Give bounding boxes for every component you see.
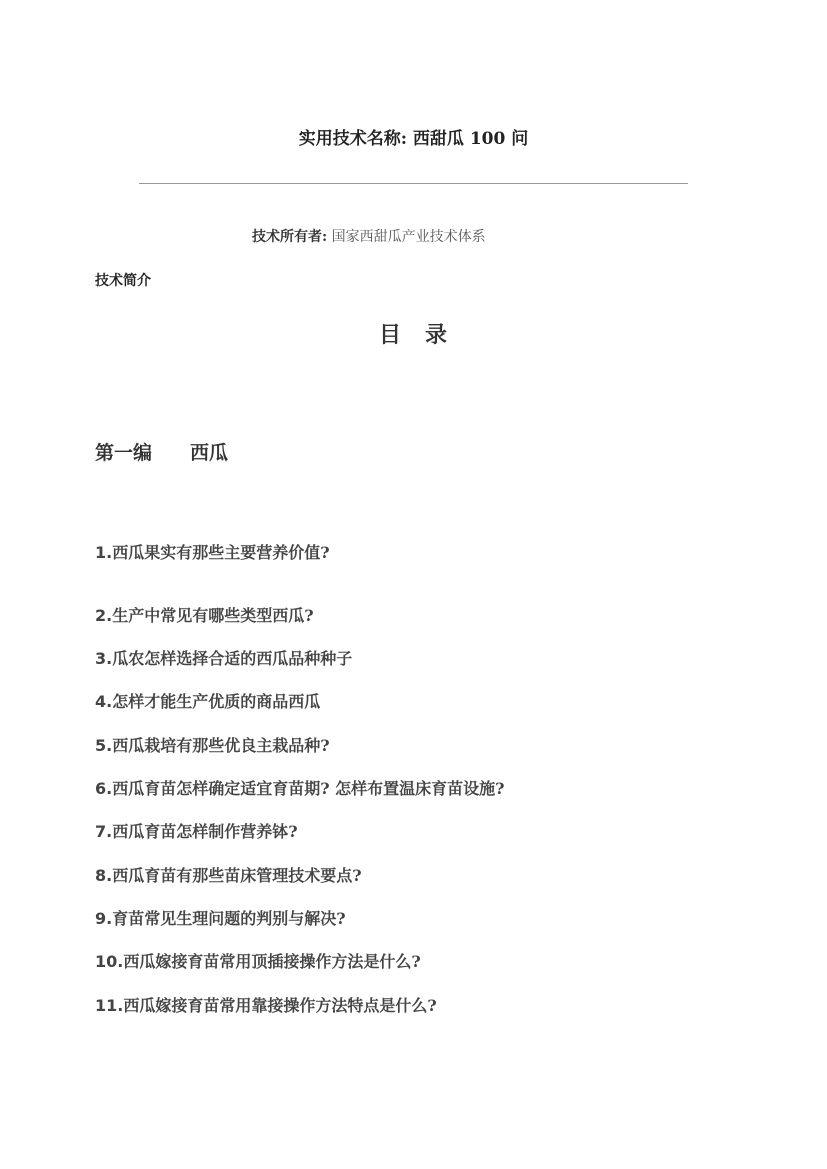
owner-label: 技术所有者: [252, 229, 328, 245]
toc-item[interactable] [95, 776, 505, 799]
toc-item-number: 10. [95, 952, 124, 971]
toc-item[interactable] [95, 949, 421, 972]
toc-item[interactable] [95, 819, 298, 842]
toc-item-text: 西瓜果实有那些主要营养价值? [112, 543, 330, 562]
toc-item[interactable] [95, 689, 320, 712]
toc-item-number: 5. [95, 736, 113, 755]
toc-item-text: 怎样才能生产优质的商品西瓜 [112, 692, 321, 711]
toc-item-number: 2. [95, 606, 113, 625]
toc-item[interactable] [95, 906, 346, 929]
toc-item-number: 3. [95, 649, 113, 668]
title-divider [139, 183, 688, 184]
toc-item-number: 1. [95, 543, 113, 562]
owner-line [252, 226, 486, 246]
intro-heading: 技术简介 [95, 273, 151, 289]
toc-item-text: 瓜农怎样选择合适的西瓜品种种子 [112, 649, 353, 668]
toc-item[interactable] [95, 603, 314, 626]
toc-heading: 目 录 [378, 322, 448, 348]
toc-item-number: 6. [95, 779, 113, 798]
toc-item-text: 西瓜育苗有那些苗床管理技术要点? [112, 866, 362, 885]
part-name: 西瓜 [190, 442, 229, 464]
toc-item-text: 西瓜育苗怎样确定适宜育苗期? 怎样布置温床育苗设施? [112, 779, 505, 798]
toc-item[interactable] [95, 540, 330, 563]
toc-item-number: 8. [95, 866, 113, 885]
toc-item[interactable] [95, 993, 437, 1016]
toc-item[interactable] [95, 646, 352, 669]
toc-item-text: 生产中常见有哪些类型西瓜? [112, 606, 314, 625]
toc-item[interactable] [95, 863, 362, 886]
toc-item-text: 西瓜栽培有那些优良主栽品种? [112, 736, 330, 755]
toc-item-text: 西瓜嫁接育苗常用顶插接操作方法是什么? [123, 952, 421, 971]
owner-value: 国家西甜瓜产业技术体系 [331, 229, 486, 245]
part-heading [95, 438, 228, 465]
toc-item[interactable] [95, 733, 330, 756]
toc-item-text: 西瓜育苗怎样制作营养钵? [112, 822, 298, 841]
toc-item-text: 西瓜嫁接育苗常用靠接操作方法特点是什么? [123, 996, 437, 1015]
toc-item-number: 9. [95, 909, 113, 928]
toc-item-text: 育苗常见生理问题的判别与解决? [112, 909, 346, 928]
toc-item-number: 4. [95, 692, 113, 711]
document-title: 实用技术名称: 西甜瓜 100 问 [298, 129, 529, 149]
toc-item-number: 11. [95, 996, 124, 1015]
toc-item-number: 7. [95, 822, 113, 841]
part-number: 第一编 [95, 442, 153, 464]
